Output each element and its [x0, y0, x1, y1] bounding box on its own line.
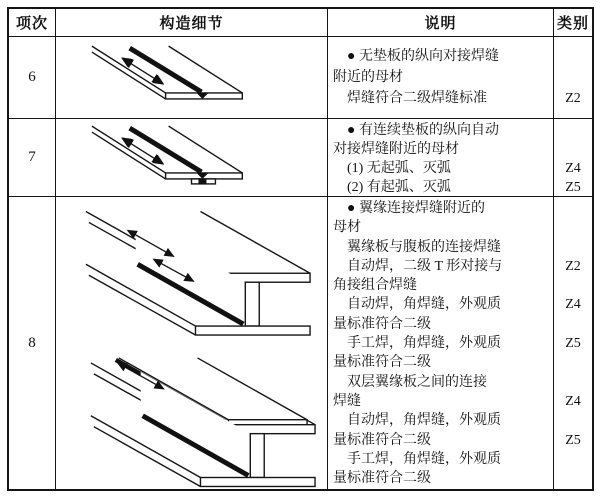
category-value: Z5: [565, 336, 581, 352]
backing-weld: [198, 178, 206, 183]
category-value: Z4: [565, 161, 581, 176]
desc-line: 自动焊，角焊缝，外观质: [333, 297, 501, 313]
category-value: [554, 450, 592, 469]
header-construction-detail: 构造细节: [56, 9, 328, 37]
header-item-number: 项次: [9, 9, 56, 37]
desc-line: 翼缘板与腹板的连接焊缝: [333, 239, 501, 255]
desc-line: 自动焊，角焊缝，外观质: [333, 413, 501, 429]
desc-line: 附近的母材: [333, 70, 403, 85]
category-value: [554, 373, 592, 392]
desc-line: 量标准符合二级: [333, 432, 431, 448]
category-value: [554, 315, 592, 334]
desc-line: (1) 无起弧、灭弧: [333, 161, 451, 176]
header-description: 说明: [328, 9, 554, 37]
row7-category: [554, 119, 592, 197]
desc-line: 角接组合焊缝: [333, 278, 417, 294]
category-value: [554, 46, 592, 67]
desc-line: ● 翼缘连接焊缝附近的: [333, 201, 485, 216]
category-value: [554, 353, 592, 372]
desc-line: ● 无垫板的纵向对接焊缝: [333, 49, 499, 64]
category-value: [554, 67, 592, 88]
row8-diagram-cell: [56, 197, 328, 489]
desc-line: ● 有连续垫板的纵向自动: [333, 123, 499, 138]
fatigue-detail-table: [7, 7, 594, 491]
category-value: [554, 469, 592, 488]
ibeam-web-flange-weld-diagram: [86, 211, 310, 335]
row7-item-number: 7: [9, 119, 56, 197]
desc-line: 量标准符合二级: [333, 471, 431, 487]
desc-line: 自动焊，二级 T 形对接与: [333, 258, 503, 274]
row8-description: [328, 197, 554, 489]
category-value: [554, 218, 592, 237]
category-value: Z5: [565, 180, 581, 195]
desc-line: 量标准符合二级: [333, 355, 431, 371]
header-category: 类别: [554, 9, 592, 37]
row7-description: [328, 119, 554, 197]
desc-line: 焊缝: [333, 393, 361, 409]
category-value: [554, 199, 592, 218]
desc-line: (2) 有起弧、灭弧: [333, 180, 451, 195]
category-value: Z5: [565, 432, 581, 448]
desc-line: 双层翼缘板之间的连接: [333, 374, 487, 390]
row6-diagram-cell: [56, 37, 328, 119]
plate-longitudinal-butt-weld-diagram: [56, 38, 327, 118]
row6-description: [328, 37, 554, 119]
row6-category: [554, 37, 592, 119]
desc-line: 对接焊缝附近的母材: [333, 142, 459, 157]
desc-line: 量标准符合二级: [333, 316, 431, 332]
category-value: Z2: [565, 258, 581, 274]
category-value: [554, 121, 592, 140]
row6-item-number: 6: [9, 37, 56, 119]
ibeam-flange-web-weld-diagrams: [56, 198, 327, 488]
category-value: [554, 140, 592, 159]
plate-longitudinal-weld-with-backing-diagram: [56, 120, 327, 196]
row8-category: [554, 197, 592, 489]
plate-outline: [92, 126, 242, 184]
category-value: [554, 276, 592, 295]
row8-item-number: 8: [9, 197, 56, 489]
desc-line: 母材: [333, 220, 361, 236]
row7-diagram-cell: [56, 119, 328, 197]
category-value: Z4: [565, 393, 581, 409]
category-value: Z4: [565, 297, 581, 313]
category-value: [554, 238, 592, 257]
category-value: [554, 411, 592, 430]
ibeam-double-flange-weld-diagram: [91, 358, 315, 487]
desc-line: 手工焊，角焊缝，外观质: [333, 336, 501, 352]
category-value: Z2: [565, 91, 581, 106]
desc-line: 焊缝符合二级焊缝标准: [333, 91, 487, 106]
desc-line: 手工焊，角焊缝，外观质: [333, 451, 501, 467]
